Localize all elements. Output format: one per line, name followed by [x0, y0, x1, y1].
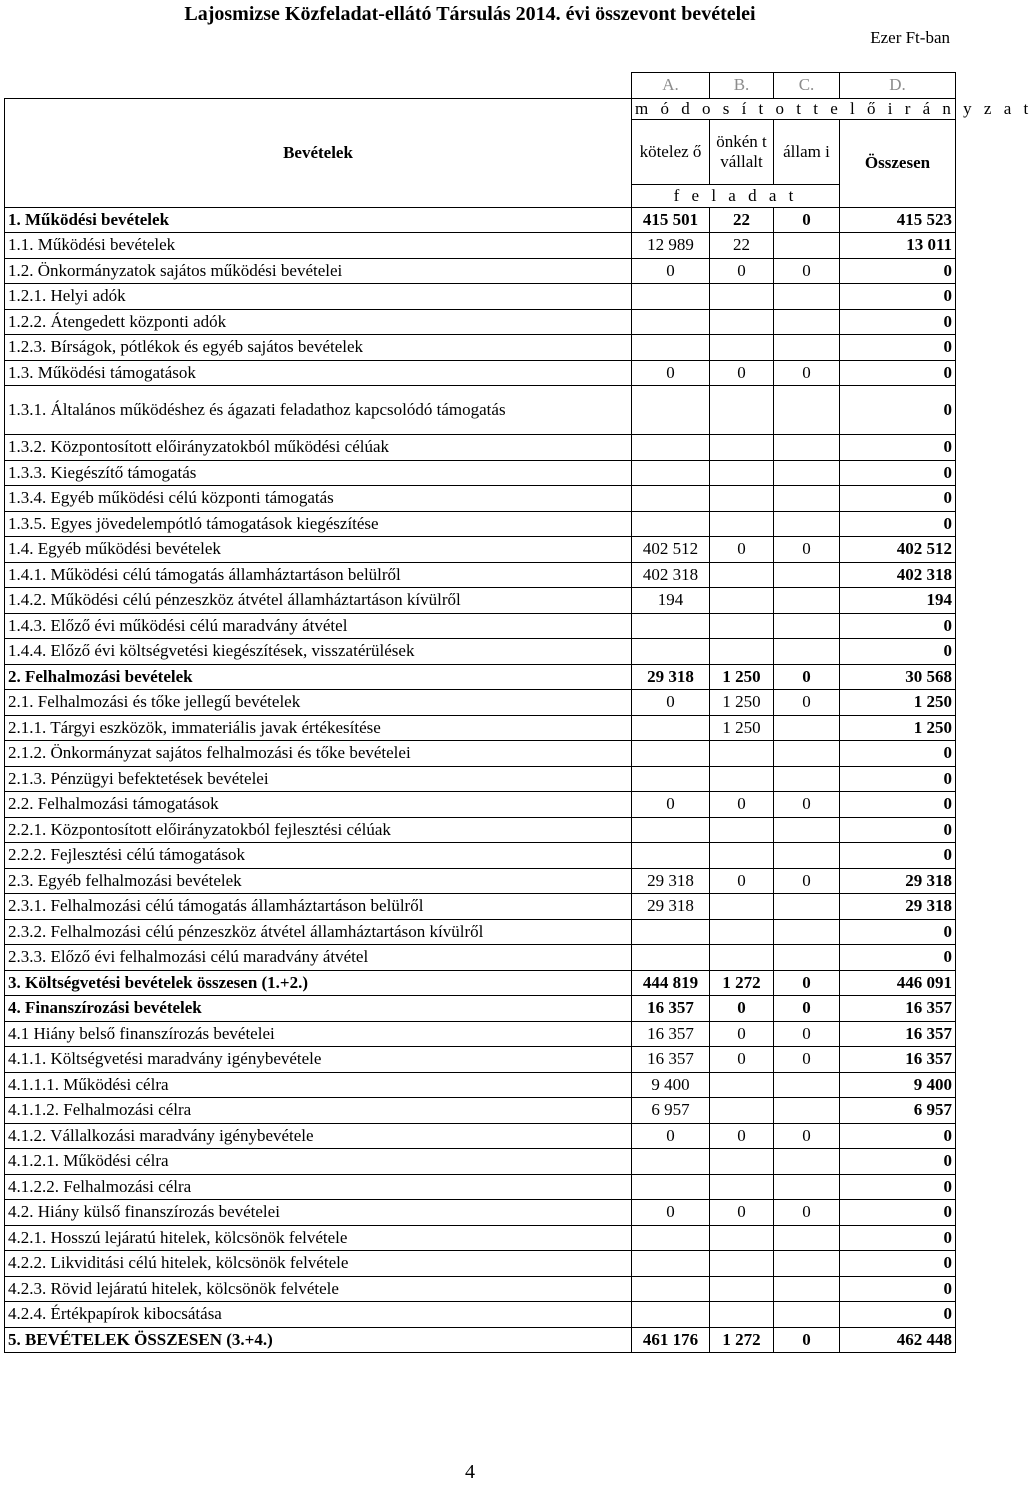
table-row — [5, 690, 956, 716]
row-label: 1.3.1. Általános működéshez és ágazati feladathoz kapcsolódó támogatás — [5, 386, 632, 435]
cell-a: 0 — [632, 360, 710, 386]
unit-label: Ezer Ft-ban — [870, 28, 950, 47]
row-label: 2.2. Felhalmozási támogatások — [5, 792, 632, 818]
table-row — [5, 1098, 956, 1124]
cell-c — [774, 894, 840, 920]
row-label: 4. Finanszírozási bevételek — [5, 996, 632, 1022]
cell-c — [774, 1251, 840, 1277]
table-row — [5, 1251, 956, 1277]
cell-d: 462 448 — [840, 1327, 956, 1353]
cell-c — [774, 1149, 840, 1175]
cell-c — [774, 715, 840, 741]
cell-b: 1 272 — [710, 970, 774, 996]
col-letter-a: A. — [632, 73, 710, 99]
cell-a — [632, 613, 710, 639]
table-row — [5, 284, 956, 310]
cell-b: 1 250 — [710, 664, 774, 690]
table-row — [5, 1200, 956, 1226]
row-label: 2.1.1. Tárgyi eszközök, immateriális javak értékesítése — [5, 715, 632, 741]
revenues-header: Bevételek — [5, 98, 632, 207]
cell-a — [632, 1225, 710, 1251]
table-row — [5, 741, 956, 767]
cell-d: 6 957 — [840, 1098, 956, 1124]
cell-d: 0 — [840, 360, 956, 386]
table-row — [5, 1072, 956, 1098]
cell-d: 194 — [840, 588, 956, 614]
table-row — [5, 486, 956, 512]
revenue-table — [4, 72, 1032, 1353]
table-row — [5, 1021, 956, 1047]
cell-d: 13 011 — [840, 233, 956, 259]
cell-d: 415 523 — [840, 207, 956, 233]
cell-c — [774, 1276, 840, 1302]
row-label: 2.2.2. Fejlesztési célú támogatások — [5, 843, 632, 869]
table-row — [5, 537, 956, 563]
table-row — [5, 233, 956, 259]
cell-a: 16 357 — [632, 1021, 710, 1047]
table-row — [5, 843, 956, 869]
row-label: 2.3. Egyéb felhalmozási bevételek — [5, 868, 632, 894]
table-row — [5, 511, 956, 537]
cell-c — [774, 1302, 840, 1328]
modified-row — [5, 98, 956, 119]
row-label: 1.4.4. Előző évi költségvetési kiegészítések, visszatérülések — [5, 639, 632, 665]
table-row — [5, 664, 956, 690]
cell-b — [710, 335, 774, 361]
cell-a: 6 957 — [632, 1098, 710, 1124]
cell-c: 0 — [774, 690, 840, 716]
cell-b — [710, 460, 774, 486]
table-row — [5, 894, 956, 920]
cell-c — [774, 588, 840, 614]
cell-a — [632, 766, 710, 792]
row-label: 4.2.1. Hosszú lejáratú hitelek, kölcsönök felvétele — [5, 1225, 632, 1251]
cell-b — [710, 1174, 774, 1200]
cell-a — [632, 1149, 710, 1175]
cell-c: 0 — [774, 996, 840, 1022]
row-label: 5. BEVÉTELEK ÖSSZESEN (3.+4.) — [5, 1327, 632, 1353]
cell-c: 0 — [774, 258, 840, 284]
cell-b — [710, 486, 774, 512]
total-header: Összesen — [840, 119, 956, 207]
cell-a: 9 400 — [632, 1072, 710, 1098]
table-row — [5, 1174, 956, 1200]
cell-d: 0 — [840, 919, 956, 945]
cell-b: 0 — [710, 1021, 774, 1047]
cell-b: 0 — [710, 360, 774, 386]
row-label: 4.1.2.1. Működési célra — [5, 1149, 632, 1175]
row-label: 4.2.3. Rövid lejáratú hitelek, kölcsönök felvétele — [5, 1276, 632, 1302]
cell-c — [774, 639, 840, 665]
cell-b: 0 — [710, 868, 774, 894]
cell-c: 0 — [774, 868, 840, 894]
cell-a: 415 501 — [632, 207, 710, 233]
cell-b — [710, 588, 774, 614]
cell-c: 0 — [774, 1327, 840, 1353]
table-row — [5, 817, 956, 843]
cell-d: 0 — [840, 1174, 956, 1200]
cell-c — [774, 766, 840, 792]
cell-d: 0 — [840, 1200, 956, 1226]
cell-d: 29 318 — [840, 894, 956, 920]
cell-b: 0 — [710, 258, 774, 284]
cell-b: 0 — [710, 996, 774, 1022]
mandatory-header: kötelez ő — [632, 119, 710, 184]
cell-c: 0 — [774, 537, 840, 563]
cell-b — [710, 1098, 774, 1124]
row-label: 1.1. Működési bevételek — [5, 233, 632, 259]
cell-d: 0 — [840, 613, 956, 639]
cell-d: 0 — [840, 792, 956, 818]
cell-d: 0 — [840, 258, 956, 284]
cell-a — [632, 460, 710, 486]
table-row — [5, 1276, 956, 1302]
row-label: 2.1. Felhalmozási és tőke jellegű bevételek — [5, 690, 632, 716]
row-label: 2.1.2. Önkormányzat sajátos felhalmozási és tőke bevételei — [5, 741, 632, 767]
table-row — [5, 792, 956, 818]
col-letter-c: C. — [774, 73, 840, 99]
cell-a: 444 819 — [632, 970, 710, 996]
row-label: 2.1.3. Pénzügyi befektetések bevételei — [5, 766, 632, 792]
table-row — [5, 1327, 956, 1353]
table-row — [5, 360, 956, 386]
cell-b: 0 — [710, 1123, 774, 1149]
cell-c — [774, 945, 840, 971]
cell-d: 0 — [840, 817, 956, 843]
voluntary-header: önkén t vállalt — [710, 119, 774, 184]
cell-d: 9 400 — [840, 1072, 956, 1098]
cell-b — [710, 435, 774, 461]
row-label: 1.3.4. Egyéb működési célú központi támogatás — [5, 486, 632, 512]
cell-c: 0 — [774, 664, 840, 690]
table-row — [5, 970, 956, 996]
cell-b — [710, 1225, 774, 1251]
cell-c — [774, 460, 840, 486]
table-row — [5, 715, 956, 741]
cell-b — [710, 386, 774, 435]
cell-b: 1 250 — [710, 715, 774, 741]
table-row — [5, 639, 956, 665]
table-row — [5, 868, 956, 894]
cell-c: 0 — [774, 207, 840, 233]
row-label: 4.1.2.2. Felhalmozási célra — [5, 1174, 632, 1200]
cell-d: 0 — [840, 843, 956, 869]
cell-b — [710, 1251, 774, 1277]
cell-b — [710, 843, 774, 869]
row-label: 4.1.1.1. Működési célra — [5, 1072, 632, 1098]
cell-d: 0 — [840, 1149, 956, 1175]
row-label: 1.4.2. Működési célú pénzeszköz átvétel államháztartáson kívülről — [5, 588, 632, 614]
table-row — [5, 1302, 956, 1328]
row-label: 1.3. Működési támogatások — [5, 360, 632, 386]
cell-b — [710, 639, 774, 665]
cell-c: 0 — [774, 1047, 840, 1073]
cell-b: 1 272 — [710, 1327, 774, 1353]
row-label: 4.2.2. Likviditási célú hitelek, kölcsönök felvétele — [5, 1251, 632, 1277]
row-label: 2.3.1. Felhalmozási célú támogatás államháztartáson belülről — [5, 894, 632, 920]
cell-d: 0 — [840, 1302, 956, 1328]
cell-d: 16 357 — [840, 996, 956, 1022]
row-label: 1.3.3. Kiegészítő támogatás — [5, 460, 632, 486]
cell-a: 12 989 — [632, 233, 710, 259]
cell-c — [774, 309, 840, 335]
cell-a — [632, 435, 710, 461]
column-letter-row — [5, 73, 956, 99]
row-label: 4.2.4. Értékpapírok kibocsátása — [5, 1302, 632, 1328]
cell-a — [632, 945, 710, 971]
cell-d: 16 357 — [840, 1021, 956, 1047]
row-label: 1.4. Egyéb működési bevételek — [5, 537, 632, 563]
table-row — [5, 945, 956, 971]
cell-b — [710, 766, 774, 792]
table-row — [5, 309, 956, 335]
cell-b — [710, 1276, 774, 1302]
cell-d: 16 357 — [840, 1047, 956, 1073]
cell-c — [774, 1225, 840, 1251]
cell-b — [710, 1149, 774, 1175]
table-row — [5, 1225, 956, 1251]
cell-a — [632, 309, 710, 335]
cell-a: 0 — [632, 1123, 710, 1149]
row-label: 4.1.1. Költségvetési maradvány igénybevétele — [5, 1047, 632, 1073]
cell-c — [774, 817, 840, 843]
cell-c — [774, 511, 840, 537]
cell-a — [632, 284, 710, 310]
modified-header: m ó d o s í t o t t e l ő i r á n y z a t — [632, 98, 956, 119]
cell-c: 0 — [774, 1200, 840, 1226]
row-label: 1.4.1. Működési célú támogatás államháztartáson belülről — [5, 562, 632, 588]
cell-d: 0 — [840, 486, 956, 512]
cell-a — [632, 1276, 710, 1302]
row-label: 1.2. Önkormányzatok sajátos működési bevételei — [5, 258, 632, 284]
cell-d: 0 — [840, 1251, 956, 1277]
cell-b — [710, 817, 774, 843]
row-label: 1.4.3. Előző évi működési célú maradvány átvétel — [5, 613, 632, 639]
cell-c: 0 — [774, 1123, 840, 1149]
row-label: 4.1.1.2. Felhalmozási célra — [5, 1098, 632, 1124]
cell-c — [774, 284, 840, 310]
cell-b — [710, 511, 774, 537]
cell-a: 0 — [632, 690, 710, 716]
cell-b — [710, 1302, 774, 1328]
row-label: 4.2. Hiány külső finanszírozás bevételei — [5, 1200, 632, 1226]
cell-d: 402 318 — [840, 562, 956, 588]
table-row — [5, 766, 956, 792]
cell-b: 0 — [710, 792, 774, 818]
cell-d: 0 — [840, 1276, 956, 1302]
task-header: f e l a d a t — [632, 184, 840, 207]
cell-b — [710, 1072, 774, 1098]
cell-a: 0 — [632, 792, 710, 818]
cell-d: 402 512 — [840, 537, 956, 563]
cell-a: 402 318 — [632, 562, 710, 588]
cell-d: 30 568 — [840, 664, 956, 690]
cell-a — [632, 715, 710, 741]
cell-d: 0 — [840, 435, 956, 461]
table-row — [5, 919, 956, 945]
cell-c — [774, 1174, 840, 1200]
cell-d: 1 250 — [840, 715, 956, 741]
cell-d: 0 — [840, 460, 956, 486]
cell-d: 29 318 — [840, 868, 956, 894]
cell-d: 0 — [840, 309, 956, 335]
cell-b — [710, 309, 774, 335]
cell-d: 0 — [840, 1225, 956, 1251]
page-number: 4 — [465, 1461, 475, 1483]
cell-c — [774, 435, 840, 461]
cell-b — [710, 741, 774, 767]
row-label: 4.1.2. Vállalkozási maradvány igénybevétele — [5, 1123, 632, 1149]
cell-b: 0 — [710, 537, 774, 563]
cell-b — [710, 613, 774, 639]
table-body — [5, 207, 956, 1353]
cell-d: 0 — [840, 945, 956, 971]
table-row — [5, 386, 956, 435]
cell-a: 0 — [632, 1200, 710, 1226]
state-header: állam i — [774, 119, 840, 184]
cell-a — [632, 1251, 710, 1277]
cell-c — [774, 233, 840, 259]
row-label: 2.2.1. Központosított előirányzatokból fejlesztési célúak — [5, 817, 632, 843]
cell-b: 0 — [710, 1200, 774, 1226]
cell-a — [632, 486, 710, 512]
cell-c — [774, 386, 840, 435]
cell-d: 0 — [840, 1123, 956, 1149]
cell-b: 22 — [710, 207, 774, 233]
cell-c — [774, 335, 840, 361]
row-label: 4.1 Hiány belső finanszírozás bevételei — [5, 1021, 632, 1047]
table-row — [5, 613, 956, 639]
cell-d: 0 — [840, 335, 956, 361]
cell-c — [774, 613, 840, 639]
cell-a: 0 — [632, 258, 710, 284]
table-row — [5, 1149, 956, 1175]
row-label: 1.2.1. Helyi adók — [5, 284, 632, 310]
table-row — [5, 207, 956, 233]
row-label: 1.2.3. Bírságok, pótlékok és egyéb sajátos bevételek — [5, 335, 632, 361]
cell-b — [710, 562, 774, 588]
table-row — [5, 1047, 956, 1073]
cell-c: 0 — [774, 1021, 840, 1047]
cell-d: 0 — [840, 741, 956, 767]
cell-c — [774, 741, 840, 767]
cell-b: 22 — [710, 233, 774, 259]
table-row — [5, 1123, 956, 1149]
table-row — [5, 435, 956, 461]
table-row — [5, 562, 956, 588]
cell-b — [710, 284, 774, 310]
cell-d: 0 — [840, 511, 956, 537]
cell-a — [632, 1174, 710, 1200]
cell-c: 0 — [774, 970, 840, 996]
cell-a: 29 318 — [632, 664, 710, 690]
cell-b: 0 — [710, 1047, 774, 1073]
cell-d: 0 — [840, 284, 956, 310]
cell-a — [632, 741, 710, 767]
cell-a — [632, 817, 710, 843]
cell-a: 402 512 — [632, 537, 710, 563]
cell-d: 0 — [840, 766, 956, 792]
cell-a — [632, 1302, 710, 1328]
cell-a: 29 318 — [632, 868, 710, 894]
document-title: Lajosmizse Közfeladat-ellátó Társulás 2014. évi összevont bevételei — [184, 3, 756, 25]
cell-c — [774, 919, 840, 945]
table-row — [5, 460, 956, 486]
row-label: 2.3.2. Felhalmozási célú pénzeszköz átvétel államháztartáson kívülről — [5, 919, 632, 945]
cell-c: 0 — [774, 360, 840, 386]
table-row — [5, 335, 956, 361]
table-row — [5, 996, 956, 1022]
cell-a — [632, 919, 710, 945]
cell-b — [710, 919, 774, 945]
cell-c — [774, 1072, 840, 1098]
row-label: 2.3.3. Előző évi felhalmozási célú maradvány átvétel — [5, 945, 632, 971]
cell-a: 29 318 — [632, 894, 710, 920]
cell-a — [632, 511, 710, 537]
row-label: 2. Felhalmozási bevételek — [5, 664, 632, 690]
table-row — [5, 258, 956, 284]
cell-b — [710, 894, 774, 920]
row-label: 1. Működési bevételek — [5, 207, 632, 233]
cell-c — [774, 1098, 840, 1124]
cell-d: 1 250 — [840, 690, 956, 716]
cell-d: 0 — [840, 386, 956, 435]
row-label: 1.3.5. Egyes jövedelempótló támogatások kiegészítése — [5, 511, 632, 537]
cell-c — [774, 843, 840, 869]
cell-c — [774, 562, 840, 588]
cell-a: 194 — [632, 588, 710, 614]
cell-a — [632, 639, 710, 665]
cell-d: 0 — [840, 639, 956, 665]
cell-b — [710, 945, 774, 971]
cell-c — [774, 486, 840, 512]
cell-a — [632, 335, 710, 361]
cell-b: 1 250 — [710, 690, 774, 716]
cell-a: 16 357 — [632, 1047, 710, 1073]
col-letter-d: D. — [840, 73, 956, 99]
cell-a — [632, 386, 710, 435]
table-row — [5, 588, 956, 614]
cell-d: 446 091 — [840, 970, 956, 996]
row-label: 1.3.2. Központosított előirányzatokból működési célúak — [5, 435, 632, 461]
row-label: 1.2.2. Átengedett központi adók — [5, 309, 632, 335]
col-letter-b: B. — [710, 73, 774, 99]
row-label: 3. Költségvetési bevételek összesen (1.+2.) — [5, 970, 632, 996]
cell-a — [632, 843, 710, 869]
cell-a: 16 357 — [632, 996, 710, 1022]
cell-a: 461 176 — [632, 1327, 710, 1353]
cell-c: 0 — [774, 792, 840, 818]
